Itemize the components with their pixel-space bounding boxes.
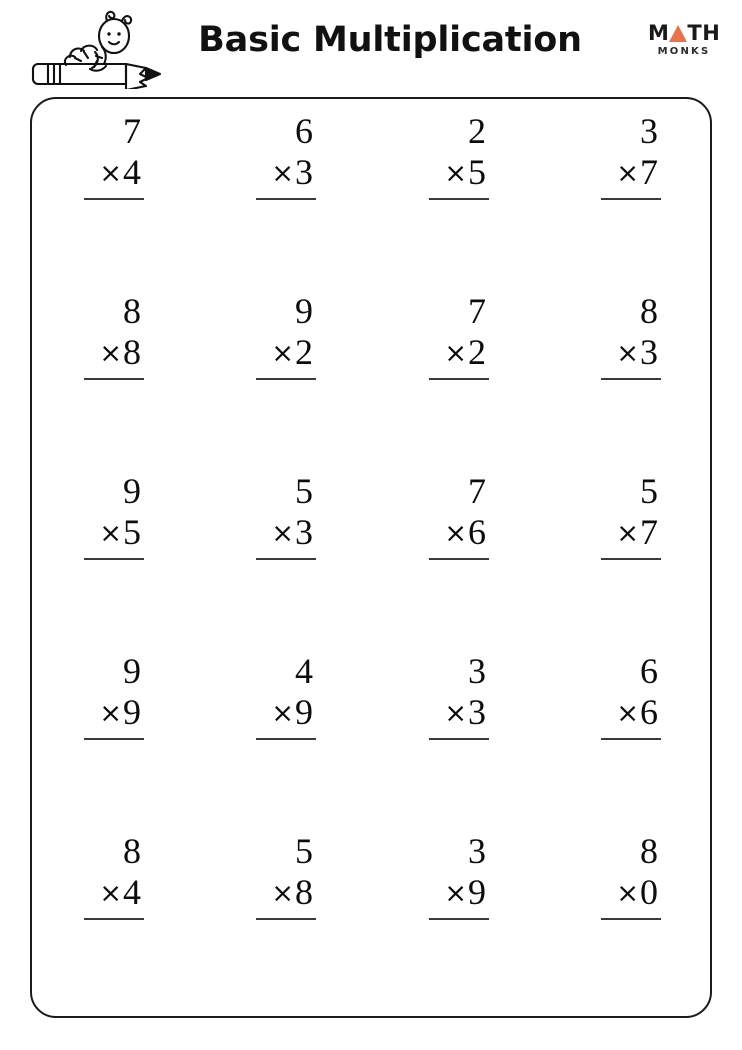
multiply-sign: × <box>271 698 294 729</box>
operand-stack <box>601 113 661 200</box>
multiplier: 2 <box>468 332 486 372</box>
multiplier-row <box>429 514 489 560</box>
logo-wordmark <box>648 22 720 44</box>
multiply-sign: × <box>616 878 639 909</box>
multiply-sign: × <box>444 338 467 369</box>
problem-item[interactable] <box>399 293 503 393</box>
logo-subtitle: MONKS <box>657 46 711 57</box>
multiply-sign: × <box>444 878 467 909</box>
multiply-sign: × <box>616 338 639 369</box>
multiplicand: 3 <box>640 111 658 151</box>
multiplier-row <box>256 334 316 380</box>
operand-stack <box>84 113 144 200</box>
multiplier: 3 <box>295 512 313 552</box>
multiplier: 3 <box>468 692 486 732</box>
multiplicand: 5 <box>295 831 313 871</box>
operand-stack <box>429 293 489 380</box>
multiplier: 6 <box>468 512 486 552</box>
multiplicand: 7 <box>123 111 141 151</box>
multiply-sign: × <box>99 158 122 189</box>
multiplicand: 3 <box>468 831 486 871</box>
multiplier-row <box>256 694 316 740</box>
multiplicand: 3 <box>468 651 486 691</box>
operand-stack <box>84 833 144 920</box>
multiplier: 8 <box>123 332 141 372</box>
multiplicand: 7 <box>468 291 486 331</box>
multiplicand: 6 <box>295 111 313 151</box>
problem-item[interactable] <box>54 293 158 393</box>
multiplicand: 8 <box>640 291 658 331</box>
operand-stack <box>256 473 316 560</box>
multiply-sign: × <box>444 698 467 729</box>
multiplicand: 7 <box>468 471 486 511</box>
multiplier-row <box>601 514 661 560</box>
operand-stack <box>601 833 661 920</box>
operand-stack <box>256 833 316 920</box>
multiply-sign: × <box>271 878 294 909</box>
operand-stack <box>601 293 661 380</box>
multiplicand: 9 <box>295 291 313 331</box>
multiplier-row <box>84 334 144 380</box>
multiplier-row <box>601 334 661 380</box>
problem-row <box>32 653 714 753</box>
multiplier: 8 <box>295 872 313 912</box>
multiply-sign: × <box>444 518 467 549</box>
triangle-a-icon <box>669 25 687 42</box>
multiply-sign: × <box>99 878 122 909</box>
multiplier-row <box>601 154 661 200</box>
problem-item[interactable] <box>399 473 503 573</box>
multiply-sign: × <box>616 158 639 189</box>
multiplier-row <box>256 154 316 200</box>
problem-area-border <box>30 97 712 1018</box>
multiplicand: 9 <box>123 471 141 511</box>
problem-item[interactable] <box>54 833 158 933</box>
problem-item[interactable] <box>226 833 330 933</box>
operand-stack <box>256 113 316 200</box>
operand-stack <box>429 653 489 740</box>
multiply-sign: × <box>99 518 122 549</box>
multiplier-row <box>429 154 489 200</box>
problem-grid <box>32 99 714 1020</box>
problem-item[interactable] <box>54 473 158 573</box>
multiplier: 4 <box>123 872 141 912</box>
multiplier: 4 <box>123 152 141 192</box>
multiply-sign: × <box>616 518 639 549</box>
problem-row <box>32 113 714 213</box>
caterpillar-on-pencil-icon <box>26 9 168 89</box>
multiply-sign: × <box>444 158 467 189</box>
problem-item[interactable] <box>226 473 330 573</box>
multiplier-row <box>256 514 316 560</box>
problem-item[interactable] <box>571 113 675 213</box>
operand-stack <box>84 293 144 380</box>
operand-stack <box>429 833 489 920</box>
multiplier-row <box>429 334 489 380</box>
multiplier-row <box>256 874 316 920</box>
worksheet-header <box>0 0 742 97</box>
problem-row <box>32 473 714 573</box>
multiplicand: 4 <box>295 651 313 691</box>
multiplier-row <box>429 694 489 740</box>
multiplicand: 8 <box>640 831 658 871</box>
operand-stack <box>84 473 144 560</box>
multiplier: 9 <box>468 872 486 912</box>
multiply-sign: × <box>271 158 294 189</box>
multiplier-row <box>84 874 144 920</box>
multiplier: 3 <box>640 332 658 372</box>
operand-stack <box>429 113 489 200</box>
multiply-sign: × <box>99 698 122 729</box>
multiplier-row <box>84 694 144 740</box>
multiplier: 9 <box>295 692 313 732</box>
problem-item[interactable] <box>54 113 158 213</box>
multiplicand: 8 <box>123 831 141 871</box>
multiplicand: 6 <box>640 651 658 691</box>
multiplier: 7 <box>640 152 658 192</box>
multiplier: 0 <box>640 872 658 912</box>
multiplicand: 5 <box>295 471 313 511</box>
multiplier-row <box>84 154 144 200</box>
problem-item[interactable] <box>226 653 330 753</box>
multiplier: 3 <box>295 152 313 192</box>
multiplier: 5 <box>468 152 486 192</box>
logo-letter-m: M <box>648 21 670 45</box>
math-monks-logo <box>648 22 720 66</box>
multiply-sign: × <box>271 518 294 549</box>
page-title: Basic Multiplication <box>198 20 582 60</box>
problem-row <box>32 833 714 933</box>
problem-item[interactable] <box>399 653 503 753</box>
problem-item[interactable] <box>54 653 158 753</box>
multiplier: 9 <box>123 692 141 732</box>
multiply-sign: × <box>616 698 639 729</box>
logo-letters-th: TH <box>687 21 721 45</box>
multiplicand: 2 <box>468 111 486 151</box>
multiplier-row <box>601 874 661 920</box>
multiplier: 5 <box>123 512 141 552</box>
multiplicand: 8 <box>123 291 141 331</box>
multiplier-row <box>429 874 489 920</box>
multiply-sign: × <box>99 338 122 369</box>
multiply-sign: × <box>271 338 294 369</box>
problem-item[interactable] <box>571 473 675 573</box>
multiplier: 7 <box>640 512 658 552</box>
multiplier-row <box>84 514 144 560</box>
operand-stack <box>429 473 489 560</box>
problem-item[interactable] <box>399 833 503 933</box>
problem-item[interactable] <box>226 113 330 213</box>
operand-stack <box>601 653 661 740</box>
problem-item[interactable] <box>399 113 503 213</box>
problem-row <box>32 293 714 393</box>
operand-stack <box>256 653 316 740</box>
multiplier: 6 <box>640 692 658 732</box>
multiplicand: 5 <box>640 471 658 511</box>
problem-item[interactable] <box>571 833 675 933</box>
multiplicand: 9 <box>123 651 141 691</box>
problem-item[interactable] <box>571 653 675 753</box>
operand-stack <box>601 473 661 560</box>
problem-item[interactable] <box>571 293 675 393</box>
multiplier-row <box>601 694 661 740</box>
operand-stack <box>256 293 316 380</box>
operand-stack <box>84 653 144 740</box>
problem-item[interactable] <box>226 293 330 393</box>
multiplier: 2 <box>295 332 313 372</box>
